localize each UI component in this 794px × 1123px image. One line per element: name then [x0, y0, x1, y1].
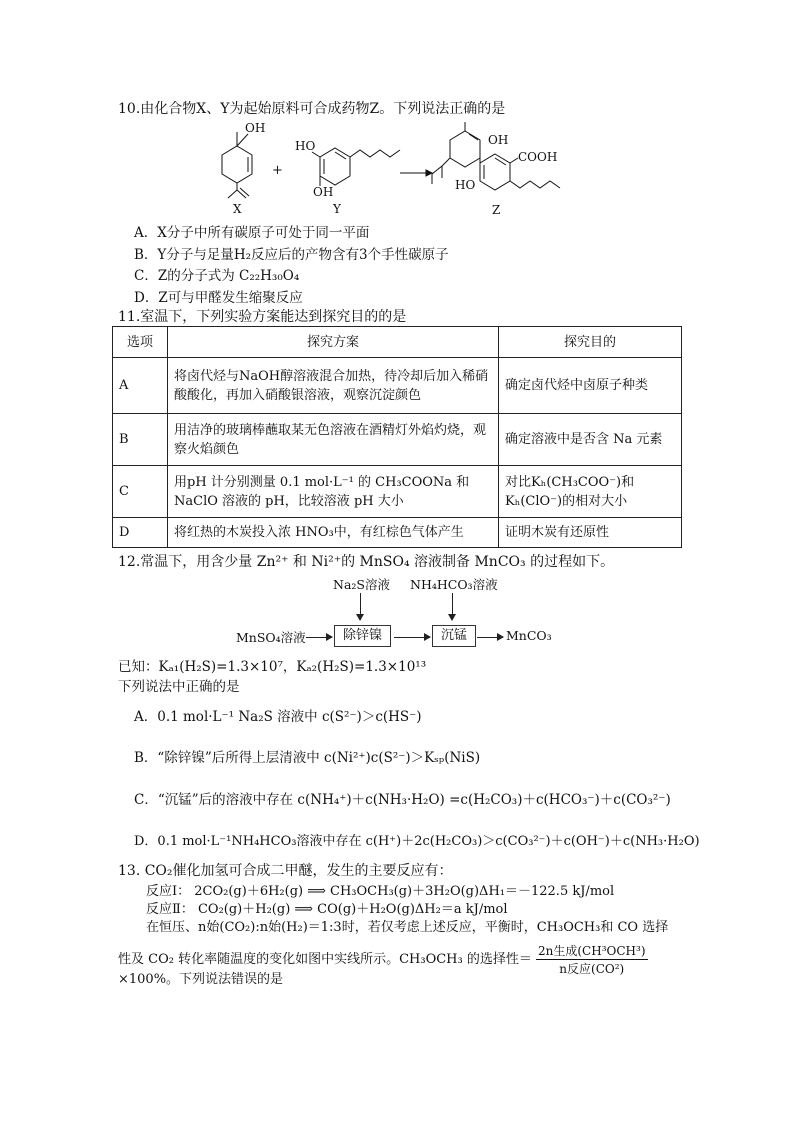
flow-reagent-nh4hco3: NH₄HCO₃溶液: [410, 577, 498, 592]
row-goal: 确定卤代烃中卤原子种类: [499, 358, 682, 414]
table-row: [113, 466, 682, 518]
q10-option-b: B．Y分子与足量H₂反应后的产物含有3个手性碳原子: [134, 247, 449, 263]
row-goal: 对比Kₕ(CH₃COO⁻)和Kₕ(ClO⁻)的相对大小: [499, 466, 682, 518]
q13-reaction-1: 反应Ⅰ： 2CO₂(g)＋6H₂(g) ⟹ CH₃OCH₃(g)＋3H₂O(g)ΔH₁＝－122.5 kJ/mol: [146, 884, 615, 899]
q12-option-b: B．“除锌镍”后所得上层清液中 c(Ni²⁺)c(S²⁻)＞Kₛₚ(NiS): [134, 750, 481, 766]
flow-arrow-down-1: [360, 593, 361, 620]
x-oh-label: OH: [245, 121, 266, 135]
experiment-table: [112, 326, 682, 548]
header-option: 选项: [113, 327, 168, 358]
q13-condition-line: 在恒压、n始(CO₂):n始(H₂)＝1:3时，若仅考虑上述反应，平衡时，CH₃OCH₃和 CO 选择: [146, 920, 669, 935]
row-plan: 用洁净的玻璃棒蘸取某无色溶液在酒精灯外焰灼烧，观察火焰颜色: [168, 414, 499, 466]
q12-option-d: D．0.1 mol·L⁻¹NH₄HCO₃溶液中存在 c(H⁺)＋2c(H₂CO₃)＞c(CO₃²⁻)＋c(OH⁻)＋c(NH₃·H₂O): [134, 834, 700, 849]
q12-option-a: A．0.1 mol·L⁻¹ Na₂S 溶液中 c(S²⁻)＞c(HS⁻): [134, 709, 422, 725]
flow-step-zn-ni-removal: 除锌镍: [334, 625, 391, 647]
q12-known: 已知：Kₐ₁(H₂S)=1.3×10⁷，Kₐ₂(H₂S)=1.3×10¹³: [118, 659, 427, 675]
row-plan: 用pH 计分别测量 0.1 mol·L⁻¹ 的 CH₃COONa 和 NaClO 溶液的 pH，比较溶液 pH 大小: [168, 466, 499, 518]
flow-product: MnCO₃: [506, 628, 552, 643]
plus-sign: +: [272, 163, 283, 178]
header-plan: 探究方案: [168, 327, 499, 358]
q10-option-a: A．X分子中所有碳原子可处于同一平面: [134, 225, 370, 241]
z-cooh-label: COOH: [518, 150, 558, 164]
selectivity-fraction: [536, 942, 647, 977]
q10-option-d: D．Z可与甲醛发生缩聚反应: [134, 290, 303, 306]
row-option: A: [113, 358, 168, 414]
q13-stem: 13. CO₂催化加氢可合成二甲醚，发生的主要反应有：: [118, 863, 453, 879]
flow-start: MnSO₄溶液: [236, 630, 306, 645]
flow-arrow-down-2: [452, 593, 453, 620]
q13-question-line: ×100%。下列说法错误的是: [118, 972, 284, 987]
z-ho-label: HO: [455, 178, 476, 192]
q12-option-c: C．“沉锰”后的溶液中存在 c(NH₄⁺)＋c(NH₃·H₂O) =c(H₂CO₃)＋c(HCO₃⁻)＋c(CO₃²⁻): [134, 792, 671, 808]
q13-selectivity-text: 性及 CO₂ 转化率随温度的变化如图中实线所示。CH₃OCH₃ 的选择性＝: [118, 952, 532, 967]
row-option: C: [113, 466, 168, 518]
row-option: B: [113, 414, 168, 466]
q10-stem: 10.由化合物X、Y为起始原料可合成药物Z。下列说法正确的是: [118, 101, 506, 117]
row-goal: 确定溶液中是否含 Na 元素: [499, 414, 682, 466]
row-option: D: [113, 518, 168, 548]
q11-stem: 11.室温下，下列实验方案能达到探究目的的是: [118, 309, 407, 325]
y-oh-label: OH: [313, 185, 334, 199]
y-label: Y: [333, 202, 341, 216]
table-header-row: [113, 327, 682, 358]
table-row: [113, 414, 682, 466]
y-ho-label: HO: [295, 139, 316, 153]
flow-arrow-1: [306, 637, 332, 638]
q12-stem: 12.常温下，用含少量 Zn²⁺ 和 Ni²⁺的 MnSO₄ 溶液制备 MnCO₃ 的过程如下。: [118, 554, 615, 570]
fraction-denominator: n反应(CO²): [559, 962, 625, 976]
fraction-numerator: 2n生成(CH³OCH³): [538, 944, 646, 958]
x-label: X: [233, 202, 242, 216]
row-plan: 将红热的木炭投入浓 HNO₃中，有红棕色气体产生: [168, 518, 499, 548]
z-label: Z: [492, 203, 501, 217]
flow-reagent-na2s: Na₂S溶液: [333, 577, 390, 592]
table-row: [113, 358, 682, 414]
row-plan: 将卤代烃与NaOH醇溶液混合加热，待冷却后加入稀硝酸酸化，再加入硝酸银溶液，观察沉淀颜色: [168, 358, 499, 414]
q10-option-c: C．Z的分子式为 C₂₂H₃₀O₄: [134, 268, 300, 284]
q12-sub-stem: 下列说法中正确的是: [118, 679, 240, 695]
z-oh-label: OH: [488, 133, 509, 147]
row-goal: 证明木炭有还原性: [499, 518, 682, 548]
header-goal: 探究目的: [499, 327, 682, 358]
flow-arrow-2: [394, 637, 430, 638]
table-row: [113, 518, 682, 548]
flow-arrow-3: [477, 637, 503, 638]
q13-reaction-2: 反应Ⅱ： CO₂(g)＋H₂(g) ⟹ CO(g)＋H₂O(g)ΔH₂＝a kJ/mol: [146, 902, 508, 917]
flow-step-mn-precipitation: 沉锰: [432, 625, 476, 647]
